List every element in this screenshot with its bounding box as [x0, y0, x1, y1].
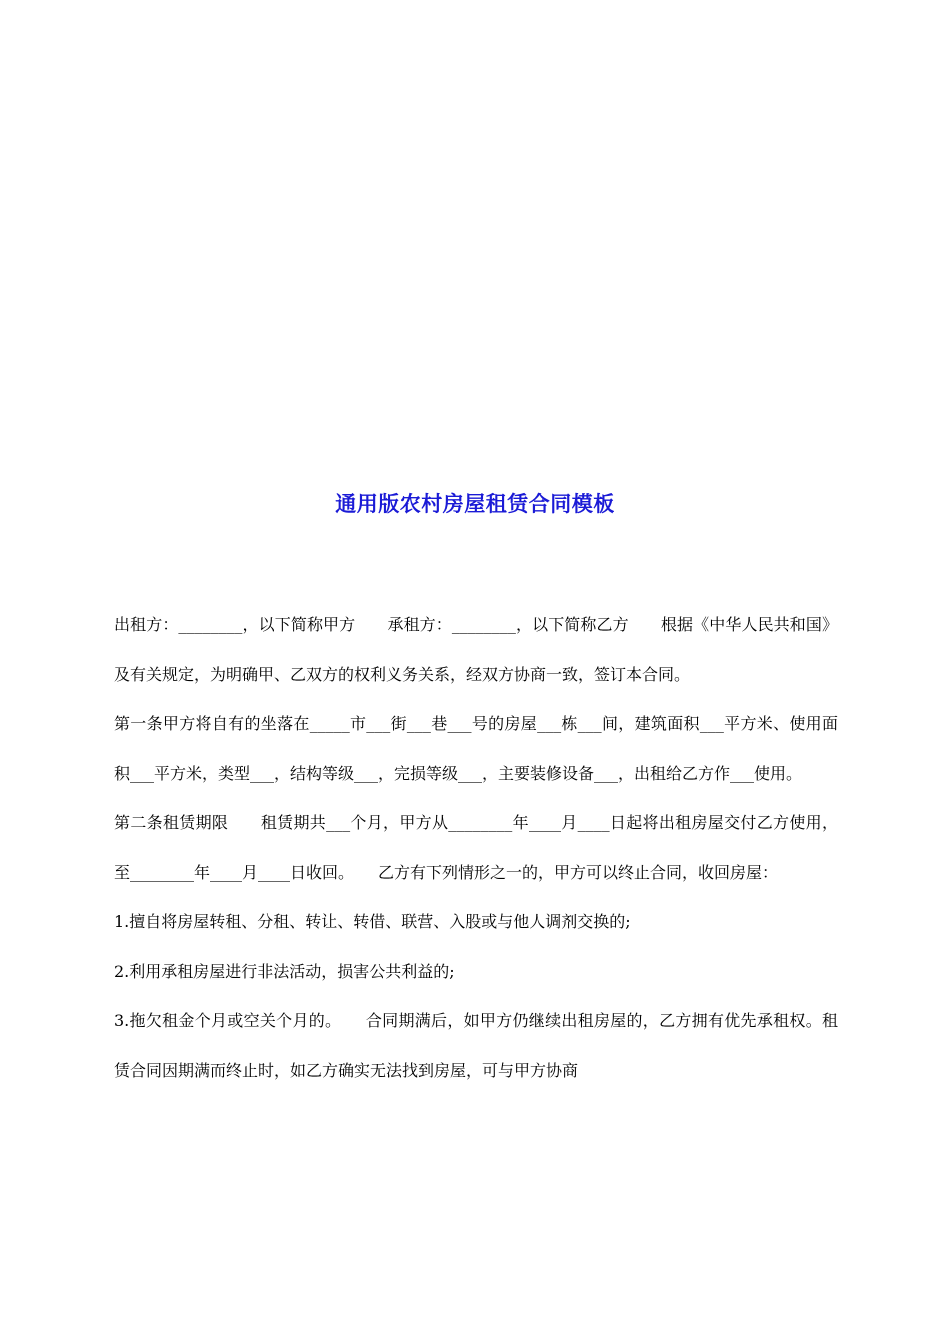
- paragraph-item-2: 2.利用承租房屋进行非法活动，损害公共利益的;: [114, 961, 455, 981]
- document-body: [114, 600, 838, 1095]
- paragraph-article-1: 第一条甲方将自有的坐落在_____市___街___巷___号的房屋___栋___间，建筑面积___平方米、使用面积___平方米，类型___，结构等级___，完损等级___，主要装修设备___，出租给乙方作___使用。: [114, 714, 838, 783]
- document-title: 通用版农村房屋租赁合同模板: [335, 492, 615, 516]
- paragraph-article-2: 第二条租赁期限 租赁期共___个月，甲方从________年____月____日起将出租房屋交付乙方使用，至________年____月____日收回。 乙方有下列情形之一的，甲方可以终止合同，收回房屋：: [114, 813, 838, 882]
- paragraph-parties: 出租方：________，以下简称甲方 承租方：________，以下简称乙方 根据《中华人民共和国》及有关规定，为明确甲、乙双方的权利义务关系，经双方协商一致，签订本合同。: [114, 615, 838, 684]
- paragraph-item-1: 1.擅自将房屋转租、分租、转让、转借、联营、入股或与他人调剂交换的;: [114, 912, 631, 931]
- paragraph-item-3: 3.拖欠租金个月或空关个月的。 合同期满后，如甲方仍继续出租房屋的，乙方拥有优先承租权。租赁合同因期满而终止时，如乙方确实无法找到房屋，可与甲方协商: [114, 1011, 838, 1080]
